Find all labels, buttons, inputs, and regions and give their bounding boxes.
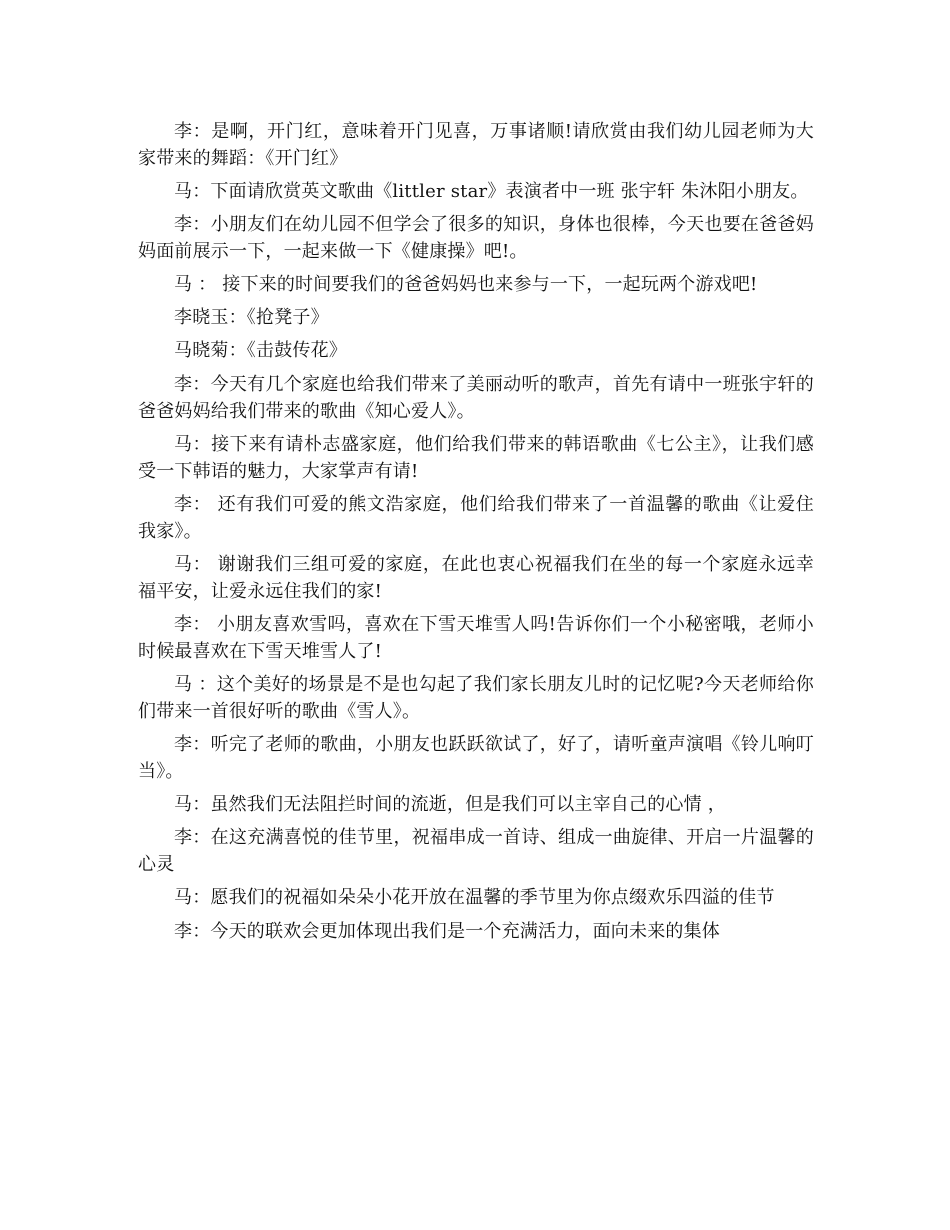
document-body: [138, 118, 814, 951]
paragraph: 李：小朋友们在幼儿园不但学会了很多的知识，身体也很棒，今天也要在爸爸妈妈面前展示一下，一起来做一下《健康操》吧!。: [138, 214, 814, 263]
paragraph: 李： 小朋友喜欢雪吗，喜欢在下雪天堆雪人吗!告诉你们一个小秘密哦，老师小时候最喜欢在下雪天堆雪人了!: [138, 613, 814, 662]
paragraph: 马 ： 接下来的时间要我们的爸爸妈妈也来参与一下，一起玩两个游戏吧!: [174, 274, 758, 296]
paragraph: 李： 还有我们可爱的熊文浩家庭，他们给我们带来了一首温馨的歌曲《让爱住我家》。: [138, 493, 814, 542]
paragraph: 马： 谢谢我们三组可爱的家庭，在此也衷心祝福我们在坐的每一个家庭永远幸福平安，让爱永远住我们的家!: [138, 553, 814, 602]
paragraph: 李：听完了老师的歌曲，小朋友也跃跃欲试了，好了，请听童声演唱《铃儿响叮当》。: [138, 734, 814, 783]
paragraph: 李：今天的联欢会更加体现出我们是一个充满活力，面向未来的集体: [174, 920, 720, 942]
paragraph: 马：下面请欣赏英文歌曲《littler star》表演者中一班 张宇轩 朱沐阳小朋友。: [174, 181, 809, 203]
paragraph: 马：接下来有请朴志盛家庭，他们给我们带来的韩语歌曲《七公主》，让我们感受一下韩语的魅力，大家掌声有请!: [138, 433, 814, 482]
paragraph: 马：虽然我们无法阻拦时间的流逝，但是我们可以主宰自己的心情 ，: [174, 794, 726, 816]
paragraph: 马 ：这个美好的场景是不是也勾起了我们家长朋友儿时的记忆呢?今天老师给你们带来一首很好听的歌曲《雪人》。: [138, 674, 814, 723]
paragraph: 李：今天有几个家庭也给我们带来了美丽动听的歌声，首先有请中一班张宇轩的爸爸妈妈给我们带来的歌曲《知心爱人》。: [138, 373, 814, 422]
paragraph: 马晓菊：《击鼓传花》: [174, 340, 347, 362]
paragraph: 李晓玉：《抢凳子》: [174, 307, 329, 329]
paragraph: 李：是啊，开门红，意味着开门见喜，万事诸顺!请欣赏由我们幼儿园老师为大家带来的舞蹈：《开门红》: [138, 121, 814, 169]
paragraph: 马：愿我们的祝福如朵朵小花开放在温馨的季节里为你点缀欢乐四溢的佳节: [174, 887, 775, 909]
paragraph: 李：在这充满喜悦的佳节里，祝福串成一首诗、组成一曲旋律、开启一片温馨的心灵: [138, 827, 814, 876]
